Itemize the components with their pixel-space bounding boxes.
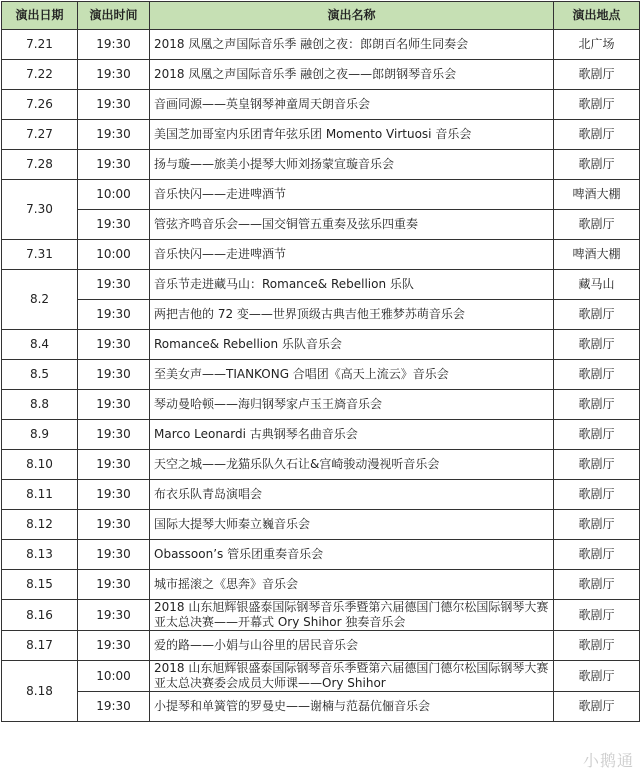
name-cell: 城市摇滚之《思奔》音乐会 [150, 570, 554, 600]
date-cell: 8.2 [2, 270, 78, 330]
table-row [2, 480, 640, 510]
venue-cell: 歌剧厅 [554, 330, 640, 360]
venue-cell: 歌剧厅 [554, 661, 640, 692]
name-cell: 扬与璇——旅美小提琴大师刘扬蒙宣璇音乐会 [150, 150, 554, 180]
name-cell: 2018 凤凰之声国际音乐季 融创之夜——郎朗钢琴音乐会 [150, 60, 554, 90]
time-cell: 10:00 [78, 661, 150, 692]
venue-cell: 歌剧厅 [554, 90, 640, 120]
date-cell: 8.13 [2, 540, 78, 570]
venue-cell: 歌剧厅 [554, 420, 640, 450]
venue-cell: 歌剧厅 [554, 450, 640, 480]
date-cell: 7.28 [2, 150, 78, 180]
time-cell: 19:30 [78, 30, 150, 60]
name-cell: 小提琴和单簧管的罗曼史——谢楠与范磊伉俪音乐会 [150, 692, 554, 722]
date-cell: 7.21 [2, 30, 78, 60]
name-cell: 两把吉他的 72 变——世界顶级古典吉他王雅梦苏萌音乐会 [150, 300, 554, 330]
table-row [2, 330, 640, 360]
table-row [2, 661, 640, 692]
time-cell: 19:30 [78, 570, 150, 600]
table-row [2, 240, 640, 270]
header-name: 演出名称 [150, 2, 554, 30]
date-cell: 8.9 [2, 420, 78, 450]
name-cell: 音乐快闪——走进啤酒节 [150, 240, 554, 270]
time-cell: 19:30 [78, 120, 150, 150]
date-cell: 7.30 [2, 180, 78, 240]
table-row [2, 120, 640, 150]
time-cell: 10:00 [78, 180, 150, 210]
time-cell: 19:30 [78, 90, 150, 120]
venue-cell: 歌剧厅 [554, 692, 640, 722]
name-cell: 天空之城——龙猫乐队久石让&宫崎骏动漫视听音乐会 [150, 450, 554, 480]
venue-cell: 歌剧厅 [554, 120, 640, 150]
date-cell: 8.15 [2, 570, 78, 600]
venue-cell: 歌剧厅 [554, 60, 640, 90]
date-cell: 8.16 [2, 600, 78, 631]
name-cell: 管弦齐鸣音乐会——国交铜管五重奏及弦乐四重奏 [150, 210, 554, 240]
time-cell: 19:30 [78, 60, 150, 90]
name-cell: 布衣乐队青岛演唱会 [150, 480, 554, 510]
table-row [2, 150, 640, 180]
time-cell: 19:30 [78, 330, 150, 360]
venue-cell: 歌剧厅 [554, 540, 640, 570]
time-cell: 19:30 [78, 510, 150, 540]
time-cell: 19:30 [78, 692, 150, 722]
name-cell: 美国芝加哥室内乐团青年弦乐团 Momento Virtuosi 音乐会 [150, 120, 554, 150]
venue-cell: 歌剧厅 [554, 631, 640, 661]
table-row [2, 60, 640, 90]
date-cell: 8.10 [2, 450, 78, 480]
venue-cell: 歌剧厅 [554, 510, 640, 540]
name-cell: Obassoon’s 管乐团重奏音乐会 [150, 540, 554, 570]
name-cell: Marco Leonardi 古典钢琴名曲音乐会 [150, 420, 554, 450]
venue-cell: 藏马山 [554, 270, 640, 300]
table-row [2, 90, 640, 120]
table-row [2, 570, 640, 600]
name-cell: 至美女声——TIANKONG 合唱团《高天上流云》音乐会 [150, 360, 554, 390]
venue-cell: 北广场 [554, 30, 640, 60]
table-row [2, 450, 640, 480]
name-cell: 音乐快闪——走进啤酒节 [150, 180, 554, 210]
name-cell: 2018 凤凰之声国际音乐季 融创之夜：郎朗百名师生同奏会 [150, 30, 554, 60]
venue-cell: 啤酒大棚 [554, 240, 640, 270]
time-cell: 19:30 [78, 600, 150, 631]
table-row [2, 631, 640, 661]
table-row [2, 692, 640, 722]
time-cell: 19:30 [78, 450, 150, 480]
venue-cell: 歌剧厅 [554, 480, 640, 510]
time-cell: 19:30 [78, 480, 150, 510]
venue-cell: 啤酒大棚 [554, 180, 640, 210]
time-cell: 10:00 [78, 240, 150, 270]
table-row [2, 360, 640, 390]
name-cell: Romance& Rebellion 乐队音乐会 [150, 330, 554, 360]
date-cell: 8.12 [2, 510, 78, 540]
table-row [2, 270, 640, 300]
name-cell: 爱的路——小娟与山谷里的居民音乐会 [150, 631, 554, 661]
table-row [2, 210, 640, 240]
venue-cell: 歌剧厅 [554, 570, 640, 600]
table-header-row [2, 2, 640, 30]
time-cell: 19:30 [78, 631, 150, 661]
date-cell: 8.11 [2, 480, 78, 510]
time-cell: 19:30 [78, 540, 150, 570]
date-cell: 7.22 [2, 60, 78, 90]
time-cell: 19:30 [78, 150, 150, 180]
venue-cell: 歌剧厅 [554, 390, 640, 420]
name-cell: 2018 山东旭辉银盛泰国际钢琴音乐季暨第六届德国门德尔松国际钢琴大赛亚太总决赛委会成员大师课——Ory Shihor [150, 661, 554, 692]
venue-cell: 歌剧厅 [554, 150, 640, 180]
venue-cell: 歌剧厅 [554, 360, 640, 390]
table-row [2, 300, 640, 330]
time-cell: 19:30 [78, 300, 150, 330]
time-cell: 19:30 [78, 360, 150, 390]
name-cell: 音乐节走进藏马山：Romance& Rebellion 乐队 [150, 270, 554, 300]
header-venue: 演出地点 [554, 2, 640, 30]
name-cell: 琴动曼哈顿——海归钢琴家卢玉王旖音乐会 [150, 390, 554, 420]
venue-cell: 歌剧厅 [554, 600, 640, 631]
header-date: 演出日期 [2, 2, 78, 30]
date-cell: 8.18 [2, 661, 78, 722]
table-row [2, 510, 640, 540]
time-cell: 19:30 [78, 420, 150, 450]
table-row [2, 540, 640, 570]
performance-schedule-table [1, 1, 640, 722]
date-cell: 8.17 [2, 631, 78, 661]
venue-cell: 歌剧厅 [554, 300, 640, 330]
time-cell: 19:30 [78, 390, 150, 420]
time-cell: 19:30 [78, 270, 150, 300]
venue-cell: 歌剧厅 [554, 210, 640, 240]
table-row [2, 180, 640, 210]
name-cell: 国际大提琴大师秦立巍音乐会 [150, 510, 554, 540]
date-cell: 8.5 [2, 360, 78, 390]
watermark-logo: 小鹅通 [582, 751, 634, 770]
name-cell: 2018 山东旭辉银盛泰国际钢琴音乐季暨第六届德国门德尔松国际钢琴大赛亚太总决赛——开幕式 Ory Shihor 独奏音乐会 [150, 600, 554, 631]
date-cell: 8.8 [2, 390, 78, 420]
date-cell: 7.27 [2, 120, 78, 150]
date-cell: 7.26 [2, 90, 78, 120]
time-cell: 19:30 [78, 210, 150, 240]
table-row [2, 390, 640, 420]
table-row [2, 30, 640, 60]
header-time: 演出时间 [78, 2, 150, 30]
table-row [2, 600, 640, 631]
date-cell: 8.4 [2, 330, 78, 360]
date-cell: 7.31 [2, 240, 78, 270]
name-cell: 音画同源——英皇钢琴神童周天朗音乐会 [150, 90, 554, 120]
table-row [2, 420, 640, 450]
